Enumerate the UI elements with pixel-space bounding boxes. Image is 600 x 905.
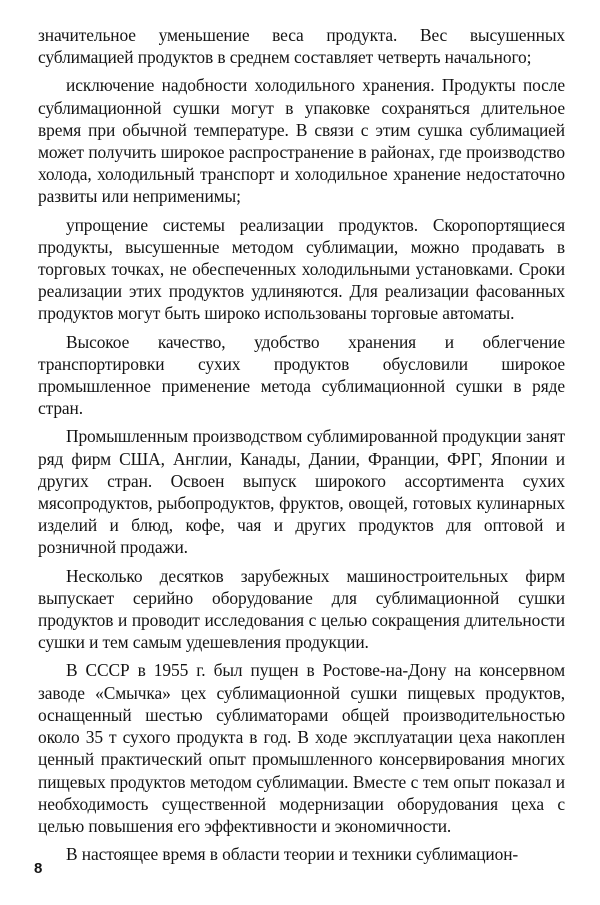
- paragraph-foreign-firms: Промышленным производством сублимированной продукции занят ряд фирм США, Англии, Канады, Дании, Франции, ФРГ, Японии и других стран. Освоен выпуск широкого ассортимента сухих мясопродуктов, рыбопродуктов, фруктов, овощей, готовых кулинарных изделий и блюд, кофе, чая и других продуктов для оптовой и розничной продажи.: [38, 426, 565, 558]
- paragraph-machine-builders: Несколько десятков зарубежных машиностроительных фирм выпускает серийно оборудование для сублимационной сушки продуктов и проводит исследования с целью сокращения длительности сушки и тем самым удешевления продукции.: [38, 565, 565, 653]
- paragraph-current-state: В настоящее время в области теории и техники сублимацион-: [66, 844, 519, 865]
- paragraph-simplified-sales: упрощение системы реализации продуктов. Скоропортящиеся продукты, высушенные методом сублимации, можно продавать в торговых точках, не обеспеченных холодильными установками. Сроки реализации этих продуктов удлиняются. Для реализации фасованных продуктов могут быть широко использованы торговые автоматы.: [38, 214, 565, 324]
- paragraph-weight-reduction: значительное уменьшение веса продукта. Вес высушенных сублимацией продуктов в среднем составляет четверть начального;: [38, 25, 565, 68]
- page-number: 8: [34, 860, 43, 877]
- body-text: [38, 24, 565, 871]
- paragraph-high-quality: Высокое качество, удобство хранения и облегчение транспортировки сухих продуктов обусловили широкое промышленное применение метода сублимационной сушки в ряде стран.: [38, 331, 565, 419]
- paragraph-no-refrigeration: исключение надобности холодильного хранения. Продукты после сублимационной сушки могут в упаковке сохраняться длительное время при обычной температуре. В связи с этим сушка сублимацией может получить широкое распространение в районах, где производство холода, холодильный транспорт и холодильное хранение недостаточно развиты или неприменимы;: [38, 75, 565, 207]
- paragraph-ussr-plant: В СССР в 1955 г. был пущен в Ростове-на-Дону на консервном заводе «Смычка» цех сублимационной сушки пищевых продуктов, оснащенный шестью сублиматорами общей производительностью около 35 т сухого продукта в год. В ходе эксплуатации цеха накоплен ценный практический опыт промышленного консервирования многих пищевых продуктов методом сублимации. Вместе с тем опыт показал и необходимость существенной модернизации оборудования цеха с целью повышения его эффективности и экономичности.: [38, 660, 565, 836]
